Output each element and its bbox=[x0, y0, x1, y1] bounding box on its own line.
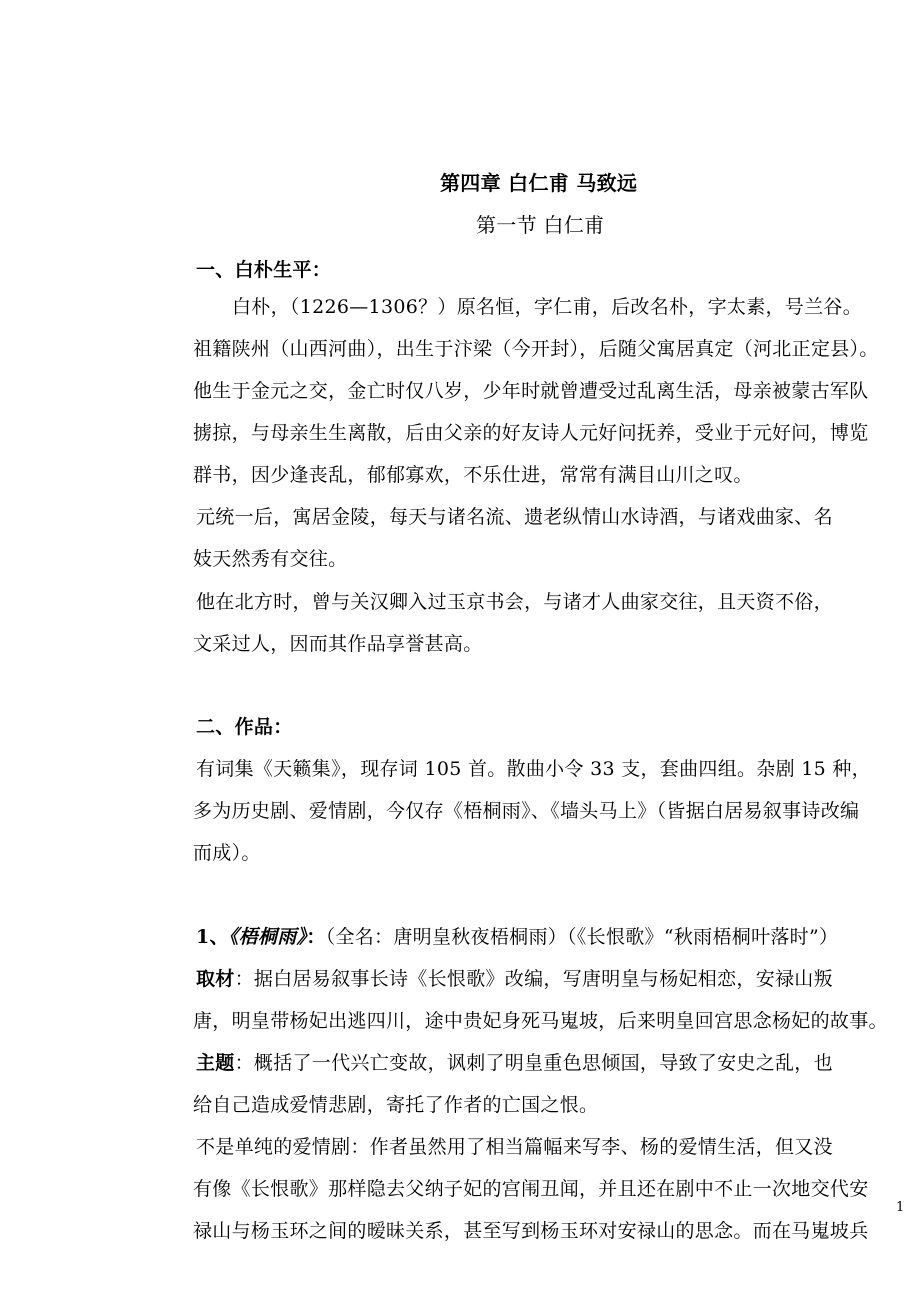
para-4-line-2: 多为历史剧、爱情剧，今仅存《梧桐雨》、《墙头马上》（皆据白居易叙事诗改编 bbox=[193, 800, 860, 822]
para-4-line-1: 有词集《天籁集》，现存词 105 首。散曲小令 33 支，套曲四组。杂剧 15 种， bbox=[196, 758, 871, 780]
section-title: 第一节 白仁甫 bbox=[476, 213, 605, 237]
theme-text-1: ：概括了一代兴亡变故，讽刺了明皇重色思倾国，导致了安史之乱，也 bbox=[234, 1052, 833, 1074]
item-1-line bbox=[196, 924, 838, 950]
para-5-line-2: 有像《长恨歌》那样隐去父纳子妃的宫闱丑闻，并且还在剧中不止一次地交代安 bbox=[193, 1178, 869, 1200]
theme-line-1 bbox=[196, 1050, 833, 1076]
para-1-line-1: 白朴，（1226—1306？）原名恒，字仁甫，后改名朴，字太素，号兰谷。 bbox=[232, 296, 863, 318]
item-1-number: 1、 bbox=[196, 926, 229, 948]
theme-line-2: 给自己造成爱情悲剧，寄托了作者的亡国之恨。 bbox=[193, 1094, 599, 1116]
source-text-1: ：据白居易叙事长诗《长恨歌》改编，写唐明皇与杨妃相恋，安禄山叛 bbox=[234, 968, 833, 990]
para-3-line-1: 他在北方时，曾与关汉卿入过玉京书会，与诸才人曲家交往，且天资不俗， bbox=[196, 591, 833, 613]
para-1-line-5: 群书，因少逢丧乱，郁郁寡欢，不乐仕进，常常有满目山川之叹。 bbox=[193, 464, 753, 486]
para-5-line-3: 禄山与杨玉环之间的暧昧关系，甚至写到杨玉环对安禄山的思念。而在马嵬坡兵 bbox=[193, 1220, 869, 1242]
para-5-line-1: 不是单纯的爱情剧：作者虽然用了相当篇幅来写李、杨的爱情生活，但又没 bbox=[196, 1136, 833, 1158]
para-1-line-2: 祖籍陕州（山西河曲），出生于汴梁（今开封），后随父寓居真定（河北正定县）。 bbox=[193, 338, 879, 360]
item-1-colon: ： bbox=[306, 926, 326, 948]
item-1-rest: （全名：唐明皇秋夜梧桐雨）（《长恨歌》“秋雨梧桐叶落时”） bbox=[325, 926, 839, 948]
heading-works: 二、作品： bbox=[196, 716, 293, 738]
para-2-line-2: 妓天然秀有交往。 bbox=[193, 548, 348, 570]
chapter-title: 第四章 白仁甫 马致远 bbox=[440, 171, 638, 195]
item-1-name: 《梧桐雨》 bbox=[228, 926, 307, 948]
para-3-line-2: 文采过人，因而其作品享誉甚高。 bbox=[193, 633, 483, 655]
heading-biography: 一、白朴生平： bbox=[196, 259, 332, 281]
source-line-1 bbox=[196, 966, 833, 992]
para-1-line-3: 他生于金元之交，金亡时仅八岁，少年时就曾遭受过乱离生活，母亲被蒙古军队 bbox=[193, 380, 869, 402]
page-number: 1 bbox=[896, 1200, 905, 1215]
source-label: 取材 bbox=[196, 968, 235, 990]
para-4-line-3: 而成）。 bbox=[193, 842, 261, 864]
para-1-line-4: 掳掠，与母亲生生离散，后由父亲的好友诗人元好问抚养，受业于元好问，博览 bbox=[193, 422, 869, 444]
para-2-line-1: 元统一后，寓居金陵，每天与诸名流、遗老纵情山水诗酒，与诸戏曲家、名 bbox=[196, 506, 833, 528]
source-line-2: 唐，明皇带杨妃出逃四川，途中贵妃身死马嵬坡，后来明皇回宫思念杨妃的故事。 bbox=[193, 1010, 888, 1032]
theme-label: 主题 bbox=[196, 1052, 235, 1074]
